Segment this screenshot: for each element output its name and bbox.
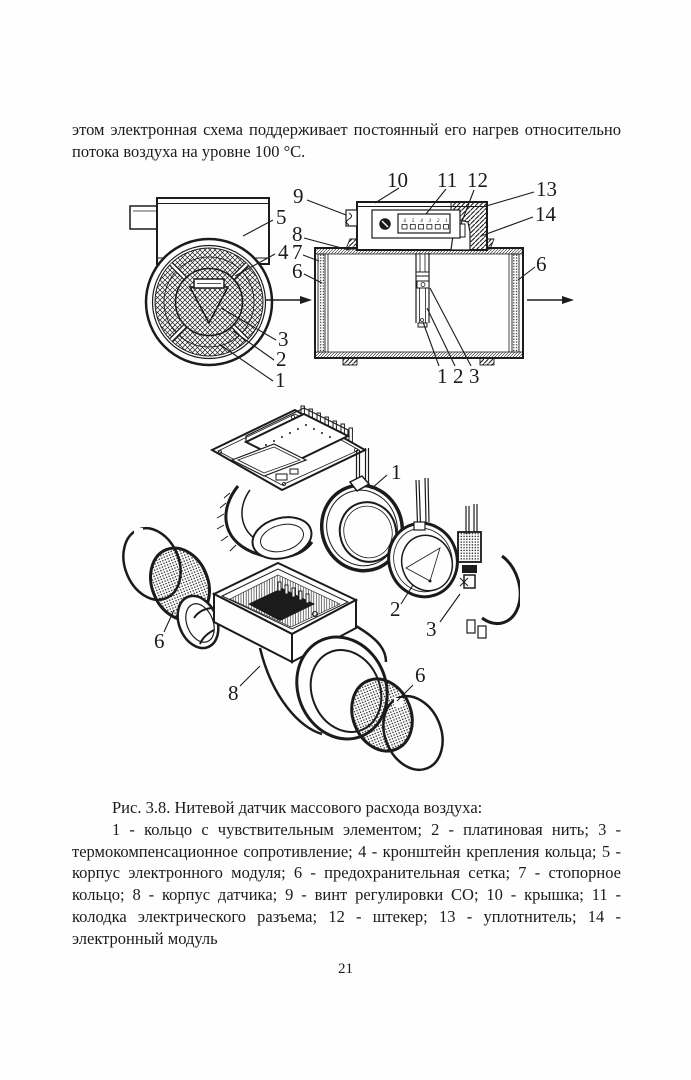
front-view: [130, 198, 289, 392]
label-6-left: 6: [292, 259, 303, 283]
exploded-drawing: [110, 398, 520, 776]
label-7: 7: [292, 240, 303, 264]
label-13: 13: [536, 177, 557, 201]
label-bottom-2: 2: [453, 364, 464, 388]
assembly-drawing: [115, 170, 585, 405]
label-8: 8: [292, 222, 303, 246]
label-bottom-3: 3: [469, 364, 480, 388]
airflow-arrow-out: [527, 296, 574, 304]
label-5: 5: [276, 205, 287, 229]
pin-number: 6: [403, 218, 407, 224]
pin-number: 4: [420, 218, 423, 224]
label-bottom-1: 1: [437, 364, 448, 388]
label-exp-3: 3: [426, 617, 437, 641]
label-6-right: 6: [536, 252, 547, 276]
label-exp-1: 1: [391, 460, 402, 484]
side-section-view: [265, 170, 574, 388]
label-1: 1: [275, 368, 286, 392]
label-14: 14: [535, 202, 556, 226]
label-exp-6-right: 6: [415, 663, 426, 687]
pin-number: 3: [428, 218, 432, 224]
label-11: 11: [437, 170, 458, 192]
label-10: 10: [387, 170, 408, 192]
label-exp-2: 2: [390, 597, 401, 621]
label-exp-6-left: 6: [154, 629, 165, 653]
inlet-stub: [130, 206, 157, 229]
pin-number: 1: [445, 218, 448, 224]
pin-number: 2: [436, 218, 440, 224]
figure-caption: [72, 797, 621, 950]
caption-title: Рис. 3.8. Нитевой датчик массового расхода воздуха:: [112, 798, 483, 817]
pin-number: 5: [411, 218, 415, 224]
page-number: 21: [338, 961, 353, 977]
sensor-body-duct: [315, 248, 523, 358]
label-exp-8: 8: [228, 681, 239, 705]
body-paragraph: этом электронная схема поддерживает постоянный его нагрев относительно потока воздуха на уровне 100 °С.: [72, 120, 621, 161]
label-3: 3: [278, 327, 289, 351]
label-12: 12: [467, 170, 488, 192]
caption-parts-list: 1 - кольцо с чувствительным элементом; 2 - платиновая нить; 3 - термокомпенсационное сопротивление; 4 - кронштейн крепления кольца; 5 - корпус электронного модуля; 6 - предохранительная сетка; 7 - стопорное кольцо; 8 - корпус датчика; 9 - винт регулировки СО; 10 - крышка; 11 - колодка электрического разъема; 12 - штекер; 13 - уплотнитель; 14 - электронный модуль: [72, 819, 621, 948]
label-2: 2: [276, 347, 287, 371]
label-4: 4: [278, 240, 289, 264]
mesh-right: [512, 254, 519, 352]
label-9: 9: [293, 184, 304, 208]
mesh-left: [318, 254, 325, 352]
